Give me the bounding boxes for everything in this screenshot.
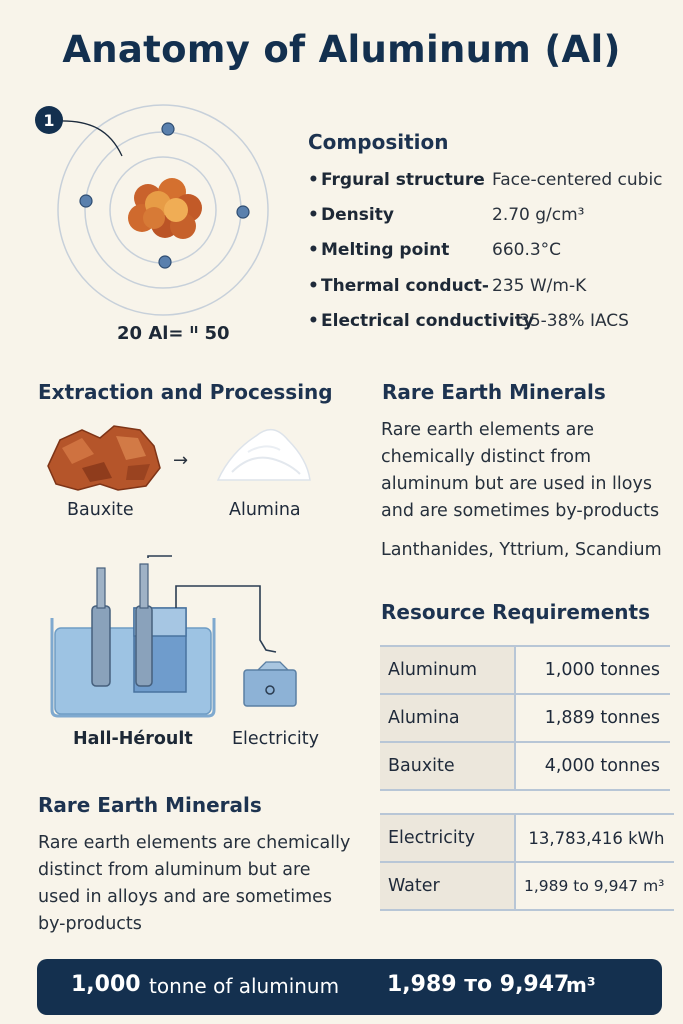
marker-number: 1 [43, 111, 55, 130]
text-line: aluminum but are used in lloys [381, 474, 652, 494]
composition-heading: Composition [308, 130, 449, 154]
table-cell-amount: 1,989 to 9,947 m³ [515, 862, 674, 910]
rare-earth-examples: Lanthanides, Yttrium, Scandium [381, 540, 662, 560]
alumina-powder-illustration [214, 422, 314, 486]
hall-heroult-label: Hall-Héroult [73, 729, 193, 749]
table-cell-item: Bauxite [380, 742, 515, 790]
bullet: • [308, 240, 319, 260]
rare-earth-description-left [38, 830, 350, 938]
composition-label: Density [321, 205, 394, 225]
electron [162, 123, 174, 135]
text-line: chemically distinct from [381, 447, 592, 467]
composition-label: Electrical conductivity [321, 311, 534, 331]
text-line: Rare earth elements are [381, 420, 594, 440]
composition-label: Thermal conduct- [321, 276, 489, 296]
banner-unit-text: tonne of aluminum [149, 974, 340, 998]
electricity-label: Electricity [232, 729, 319, 749]
composition-label: Melting point [321, 240, 450, 260]
electron [237, 206, 249, 218]
table-row [380, 862, 674, 910]
table-row [380, 694, 670, 742]
bauxite-rock-illustration [42, 420, 164, 494]
table-cell-item: Aluminum [380, 646, 515, 694]
table-row [380, 814, 674, 862]
atom-diagram [30, 100, 280, 320]
composition-value: 2.70 g/cm³ [492, 205, 585, 225]
hall-heroult-cell-illustration [40, 548, 312, 720]
bauxite-label: Bauxite [67, 500, 134, 520]
arrow-icon: → [173, 450, 189, 471]
text-line: and are sometimes by-products [381, 501, 660, 521]
rare-earth-heading-left: Rare Earth Minerals [38, 793, 262, 817]
rare-earth-heading-right: Rare Earth Minerals [382, 380, 606, 404]
extraction-heading: Extraction and Processing [38, 380, 333, 404]
electron [80, 195, 92, 207]
resources-table-materials [380, 645, 670, 791]
page-title: Anatomy of Aluminum (Al) [62, 28, 621, 71]
rare-earth-description-right [381, 417, 659, 525]
composition-label: Frgural structure [321, 170, 485, 190]
electron [159, 256, 171, 268]
banner-water-unit: m³ [566, 973, 596, 997]
composition-value: Face-centered cubic [492, 170, 663, 190]
bullet: • [308, 311, 319, 331]
table-cell-amount: 13,783,416 kWh [515, 814, 674, 862]
bullet: • [308, 170, 319, 190]
table-row [380, 646, 670, 694]
table-cell-item: Alumina [380, 694, 515, 742]
table-cell-amount: 4,000 tonnes [515, 742, 670, 790]
banner-water-range: 1,989 ᴛᴏ 9,947 [387, 972, 570, 997]
summary-banner [37, 959, 662, 1015]
nucleus [128, 178, 202, 239]
text-line: used in alloys and are sometimes [38, 887, 332, 907]
text-line: by-products [38, 914, 142, 934]
table-cell-item: Water [380, 862, 515, 910]
alumina-label: Alumina [229, 500, 301, 520]
atom-caption: 20 Al= ᴵᴵ 50 [117, 323, 230, 344]
text-line: distinct from aluminum but are [38, 860, 311, 880]
table-cell-amount: 1,000 tonnes [515, 646, 670, 694]
text-line: Rare earth elements are chemically [38, 833, 351, 853]
table-row [380, 742, 670, 790]
composition-value: 35-38% IACS [519, 311, 629, 331]
table-cell-item: Electricity [380, 814, 515, 862]
table-cell-amount: 1,889 tonnes [515, 694, 670, 742]
composition-value: 235 W/m-K [492, 276, 587, 296]
resources-heading: Resource Requirements [381, 600, 651, 624]
resources-table-inputs [380, 813, 674, 911]
bullet: • [308, 276, 319, 296]
bullet: • [308, 205, 319, 225]
banner-amount: 1,000 [71, 972, 141, 997]
composition-value: 660.3°C [492, 240, 562, 260]
